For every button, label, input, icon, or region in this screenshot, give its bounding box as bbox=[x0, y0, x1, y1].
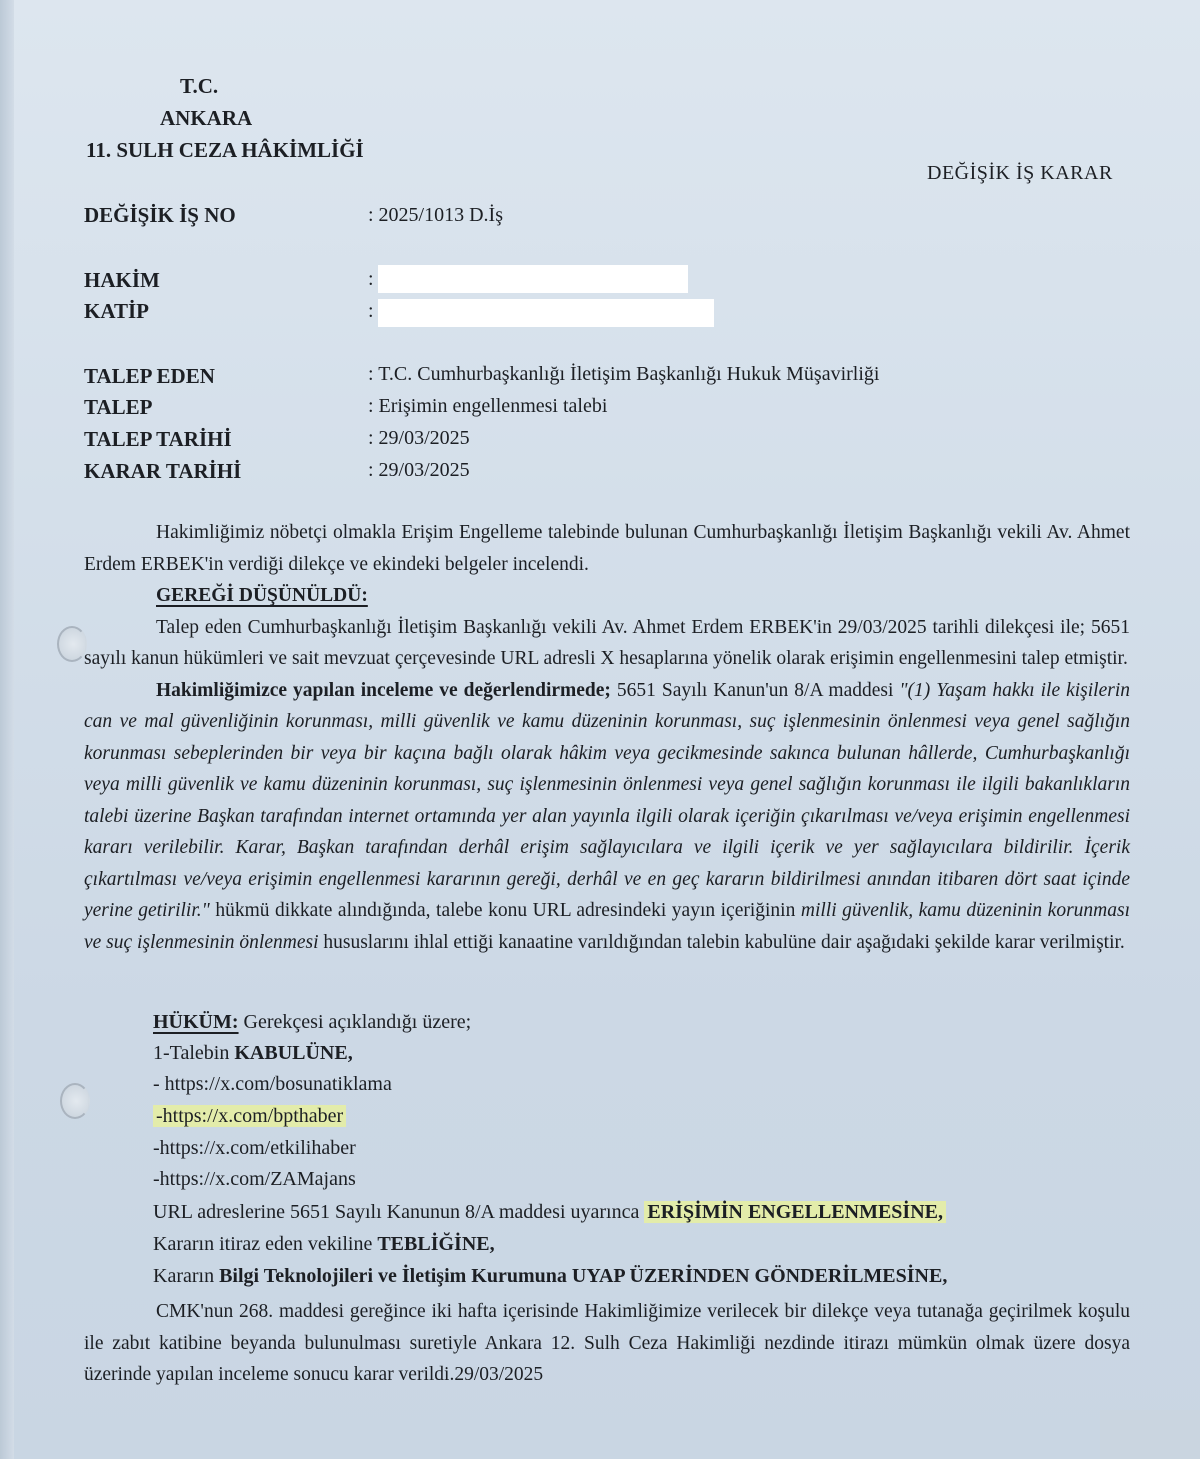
talep-eden-label: TALEP EDEN bbox=[84, 364, 215, 388]
talep-eden-value: : T.C. Cumhurbaşkanlığı İletişim Başkanlığı Hukuk Müşavirliği bbox=[368, 363, 880, 385]
talep-label: TALEP bbox=[84, 395, 153, 419]
highlighted-decision: ERİŞİMİN ENGELLENMESİNE, bbox=[644, 1201, 946, 1223]
talep-tarihi-label: TALEP TARİHİ bbox=[84, 427, 232, 451]
closing-paragraph: CMK'nun 268. maddesi gereğince iki hafta içerisinde Hakimliğimize verilecek bir dilekçe veya tutanağa geçirilmek koşulu ile zabıt katibine beyanda bulunulması suretiyle Ankara 12. Sulh Ceza Hakimliği nezdinde itirazı mümkün olmak üzere dosya üzerinde yapılan inceleme sonucu karar verildi.29/03/2025 bbox=[84, 1301, 1130, 1385]
katip-redaction bbox=[378, 299, 714, 327]
highlighted-url: -https://x.com/bpthaber bbox=[153, 1105, 346, 1127]
document-type: DEĞİŞİK İŞ KARAR bbox=[927, 162, 1113, 184]
law-quote: "(1) Yaşam hakkı ile kişilerin can ve mal güvenliğinin korunması, milli güvenlik ve kamu düzeninin korunması, suç işlenmesinin önlenmesi veya genel sağlığın korunması sebeplerinden bir veya bir kaçına bağlı olarak hâkim veya gecikmesinde sakınca bulunan hâllerde, Cumhurbaşkanlığı veya milli güvenlik ve kamu düzeninin korunması, suç işlenmesinin önlenmesi veya genel sağlığın korunması ile ilgili bakanlıkların talebi üzerine Başkan tarafından internet ortamında yer alan yayınla ilgili olarak içeriğin çıkarılması ve/veya erişimin engellenmesi kararı verilebilir. Karar, Başkan tarafından derhâl erişim sağlayıcılara ve ilgili içerik ve yer sağlayıcılara bildirilir. İçerik çıkartılması ve/veya erişimin engellenmesi kararının gereği, derhâl ve en geç kararın bildirilmesi anından itibaren dört saat içinde yerine getirilir." bbox=[84, 679, 1130, 921]
katip-colon: : bbox=[368, 300, 374, 322]
intro-paragraph: Hakimliğimiz nöbetçi olmakla Erişim Engelleme talebinde bulunan Cumhurbaşkanlığı İletişim Başkanlığı vekili Av. Ahmet Erdem ERBEK'in verdiği dilekçe ve ekindeki belgeler incelendi. bbox=[84, 522, 1130, 575]
header-city: ANKARA bbox=[160, 106, 253, 130]
geregi-heading: GEREĞİ DÜŞÜNÜLDÜ: bbox=[156, 585, 368, 606]
is-no-label: DEĞİŞİK İŞ NO bbox=[84, 203, 236, 227]
katip-label: KATİP bbox=[84, 299, 149, 323]
is-no-value: : 2025/1013 D.İş bbox=[368, 204, 503, 226]
btk-line: Kararın Bilgi Teknolojileri ve İletişim Kurumuna UYAP ÜZERİNDEN GÖNDERİLMESİNE, bbox=[153, 1265, 948, 1287]
punch-hole-top bbox=[57, 626, 87, 662]
karar-tarihi-label: KARAR TARİHİ bbox=[84, 459, 242, 483]
talep-value: : Erişimin engellenmesi talebi bbox=[368, 395, 608, 417]
punch-hole-bottom bbox=[60, 1083, 90, 1119]
blocked-url-1: - https://x.com/bosunatiklama bbox=[153, 1073, 392, 1095]
header-court: 11. SULH CEZA HÂKİMLİĞİ bbox=[86, 138, 364, 162]
url-decision-line: URL adreslerine 5651 Sayılı Kanunun 8/A maddesi uyarınca ERİŞİMİN ENGELLENMESİNE, bbox=[153, 1201, 946, 1224]
page-corner-shadow bbox=[1100, 1410, 1200, 1459]
blocked-url-3: -https://x.com/etkilihaber bbox=[153, 1137, 356, 1159]
decision-body bbox=[84, 517, 1130, 958]
hakim-label: HAKİM bbox=[84, 268, 160, 292]
paper-edge bbox=[0, 0, 14, 1459]
teblig-line: Kararın itiraz eden vekiline TEBLİĞİNE, bbox=[153, 1233, 495, 1255]
talep-tarihi-value: : 29/03/2025 bbox=[368, 427, 470, 449]
inceleme-paragraph: Hakimliğimizce yapılan inceleme ve değerlendirmede; 5651 Sayılı Kanun'un 8/A maddesi "(1) Yaşam hakkı ile kişilerin can ve mal güvenliğinin korunması, milli güvenlik ve kamu düzeninin korunması, suç işlenmesinin önlenmesi veya genel sağlığın korunması sebeplerinden bir veya bir kaçına bağlı olarak hâkim veya gecikmesinde sakınca bulunan hâllerde, Cumhurbaşkanlığı veya milli güvenlik ve kamu düzeninin korunması, suç işlenmesinin önlenmesi veya genel sağlığın korunması ile ilgili bakanlıkların talebi üzerine Başkan tarafından internet ortamında yer alan yayınla ilgili olarak içeriğin çıkarılması ve/veya erişimin engellenmesi kararı verilebilir. Karar, Başkan tarafından derhâl erişim sağlayıcılara ve ilgili içerik ve yer sağlayıcılara bildirilir. İçerik çıkartılması ve/veya erişimin engellenmesi kararının gereği, derhâl ve en geç kararın bildirilmesi anından itibaren dört saat içinde yerine getirilir." hükmü dikkate alındığında, talebe konu URL adresindeki yayın içeriğinin milli güvenlik, kamu düzeninin korunması ve suç işlenmesinin önlenmesi hususlarını ihlal ettiği kanaatine varıldığından talebin kabulüne dair aşağıdaki şekilde karar verilmiştir. bbox=[84, 679, 1131, 953]
hukum-item-1: 1-Talebin KABULÜNE, bbox=[153, 1042, 353, 1064]
hakim-redaction bbox=[378, 265, 688, 293]
header-tc: T.C. bbox=[180, 74, 219, 98]
blocked-url-2 bbox=[153, 1105, 346, 1128]
karar-tarihi-value: : 29/03/2025 bbox=[368, 459, 470, 481]
hakim-colon: : bbox=[368, 268, 374, 290]
inceleme-lead: Hakimliğimizce yapılan inceleme ve değerlendirmede; bbox=[156, 679, 611, 701]
blocked-url-4: -https://x.com/ZAMajans bbox=[153, 1168, 356, 1190]
hukum-heading: HÜKÜM: Gerekçesi açıklandığı üzere; bbox=[153, 1011, 472, 1033]
talep-paragraph: Talep eden Cumhurbaşkanlığı İletişim Başkanlığı vekili Av. Ahmet Erdem ERBEK'in 29/03/2025 tarihli dilekçesi ile; 5651 sayılı kanun hükümleri ve sait mevzuat çerçevesinde URL adresli X hesaplarına yönelik olarak erişimin engellenmesini talep etmiştir. bbox=[84, 616, 1130, 669]
